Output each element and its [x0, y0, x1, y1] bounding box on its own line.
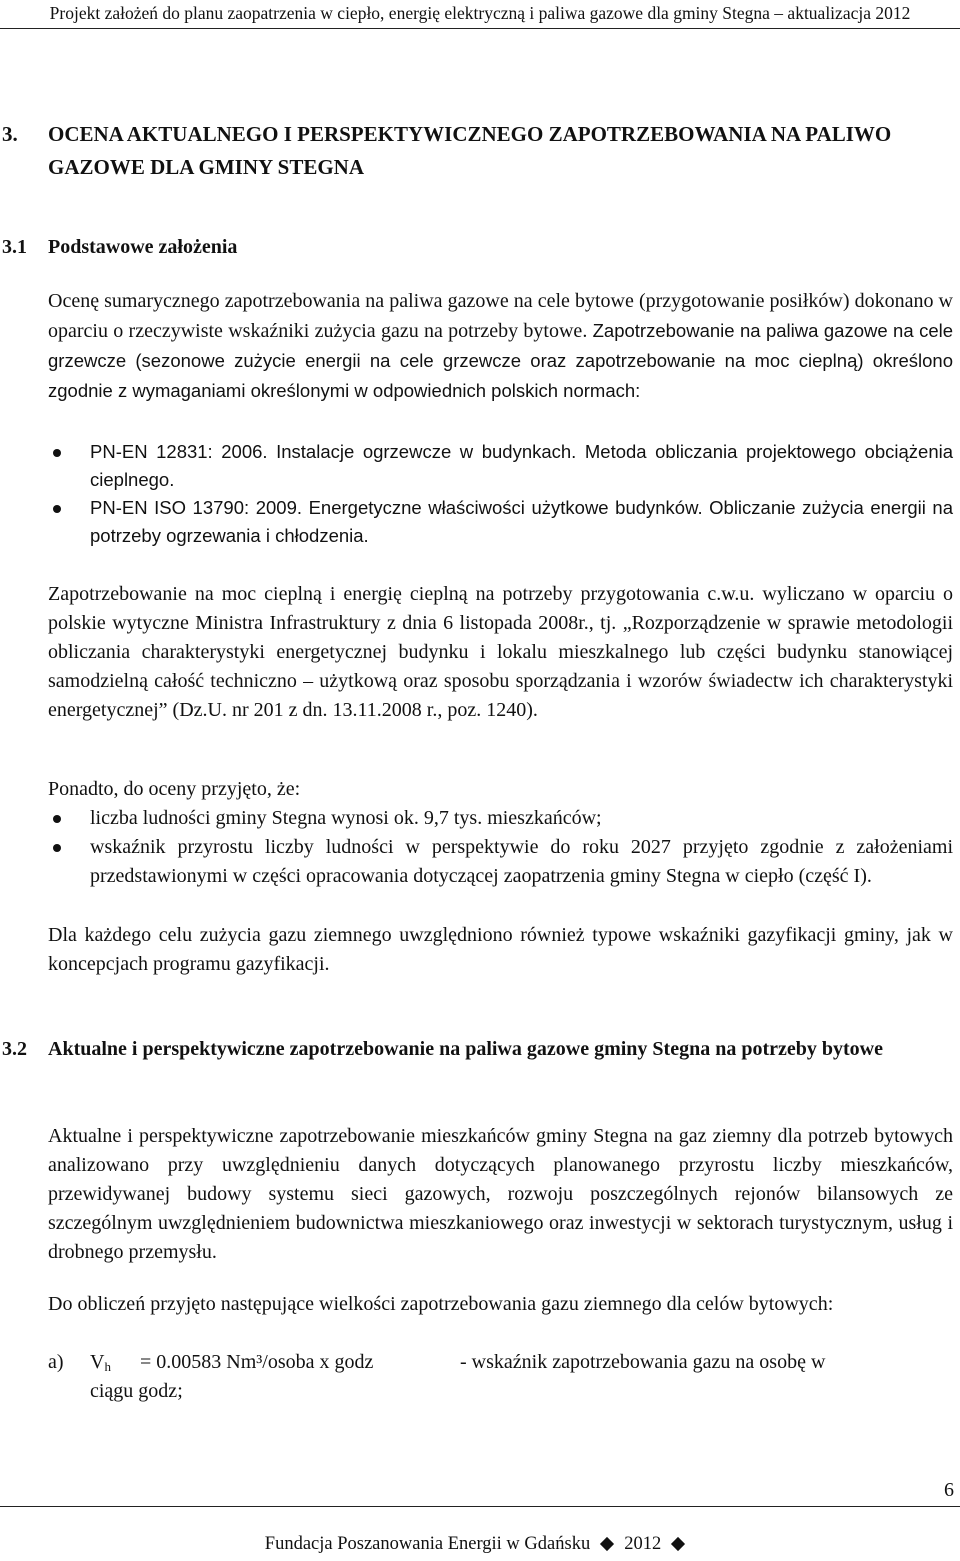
- assumption-text: liczba ludności gminy Stegna wynosi ok. 9,7 tys. mieszkańców;: [90, 807, 602, 829]
- assumptions-list: [48, 804, 953, 891]
- formula-subscript: h: [104, 1359, 111, 1374]
- formula-label: a): [48, 1351, 64, 1373]
- section-3-title: OCENA AKTUALNEGO I PERSPEKTYWICZNEGO ZAPOTRZEBOWANIA NA PALIWO GAZOWE DLA GMINY STEGNA: [48, 122, 892, 179]
- formula-value: = 0.00583 Nm³/osoba x godz: [140, 1351, 374, 1373]
- section-3-1-paragraph-2: Zapotrzebowanie na moc cieplną i energię cieplną na potrzeby przygotowania c.w.u. wyliczano w oparciu o polskie wytyczne Ministra Infrastruktury z dnia 6 listopada 2008r., tj. „Rozporządzenie w sprawie metodologii obliczania charakterystyki energetycznej budynku i lokalu mieszkalnego lub części budynku stanowiącej samodzielną całość techniczno – użytkową oraz sposobu sporządzania i wzorów świadectw ich charakterystyki energetycznej” (Dz.U. nr 201 z dn. 13.11.2008 r., poz. 1240).: [48, 583, 953, 721]
- section-3-2-number: 3.2: [2, 1038, 27, 1060]
- norm-title: Energetyczne właściwości użytkowe budynków. Obliczanie zużycia energii na potrzeby ogrzewania i chłodzenia.: [90, 497, 954, 546]
- diamond-icon: [600, 1537, 614, 1551]
- section-3-1-number: 3.1: [2, 236, 27, 258]
- formula-description-continuation: ciągu godz;: [90, 1380, 183, 1402]
- formula-symbol-letter: V: [90, 1351, 105, 1373]
- bullet-icon: [53, 449, 61, 457]
- footer-organization: Fundacja Poszanowania Energii w Gdańsku: [264, 1534, 591, 1554]
- section-3-1-heading: [2, 232, 953, 262]
- assumption-item: [48, 804, 953, 833]
- bullet-icon: [53, 844, 61, 852]
- footer-year: 2012: [624, 1534, 662, 1554]
- header-divider: [0, 28, 960, 29]
- assumption-item: [48, 833, 953, 891]
- section-3-1-title: Podstawowe założenia: [48, 236, 238, 258]
- norm-code: PN-EN 12831: 2006.: [90, 441, 268, 462]
- norm-code: PN-EN ISO 13790: 2009.: [90, 497, 303, 518]
- running-header: Projekt założeń do planu zaopatrzenia w ciepło, energię elektryczną i paliwa gazowe dla gminy Stegna – aktualizacja 2012: [49, 3, 911, 23]
- bullet-icon: [53, 815, 61, 823]
- diamond-icon: [671, 1537, 685, 1551]
- running-footer: [0, 1534, 960, 1555]
- norm-item: [48, 438, 953, 494]
- footer-divider: [0, 1506, 960, 1507]
- norm-title: Instalacje ogrzewcze w budynkach. Metoda obliczania projektowego obciążenia cieplnego.: [90, 441, 954, 490]
- gas-household-sentence: Ocenę sumarycznego zapotrzebowania na paliwa gazowe na cele bytowe (przygotowanie posiłków) dokonano w oparciu o rzeczywiste wskaźniki zużycia gazu na potrzeby bytowe.: [48, 290, 953, 342]
- assumption-text: wskaźnik przyrostu liczby ludności w perspektywie do roku 2027 przyjęto zgodnie z założeniami przedstawionymi w części opracowania dotyczącej zaopatrzenia gminy Stegna w ciepło (część I).: [90, 836, 953, 887]
- section-3-2-paragraph-2: Do obliczeń przyjęto następujące wielkości zapotrzebowania gazu ziemnego dla celów bytowych:: [48, 1293, 834, 1315]
- gas-heating-sentence: Zapotrzebowanie na paliwa gazowe na cele grzewcze (sezonowe zużycie energii na cele grzewcze oraz zapotrzebowanie na moc cieplną) określono zgodnie z wymaganiami określonymi w odpowiednich polskich normach:: [48, 320, 954, 401]
- norm-item: [48, 494, 953, 550]
- section-3-1-paragraph-3: Ponadto, do oceny przyjęto, że:: [48, 778, 301, 800]
- section-3-1-paragraph-4: Dla każdego celu zużycia gazu ziemnego uwzględniono również typowe wskaźniki gazyfikacji gminy, jak w koncepcjach programu gazyfikacji.: [48, 924, 953, 975]
- norms-list: [48, 438, 953, 550]
- section-3-1-paragraph-1: [48, 287, 953, 406]
- section-3-2-title: Aktualne i perspektywiczne zapotrzebowanie na paliwa gazowe gminy Stegna na potrzeby bytowe: [48, 1038, 883, 1060]
- section-3-number: 3.: [2, 122, 18, 146]
- section-3-2-paragraph-1: Aktualne i perspektywiczne zapotrzebowanie mieszkańców gminy Stegna na gaz ziemny dla potrzeb bytowych analizowano przy uwzględnieniu danych dotyczących planowanego przyrostu liczby mieszkańców, przewidywanej budowy systemu sieci gazowych, rozwoju poszczególnych rejonów bilansowych ze szczególnym uwzględnieniem budownictwa mieszkaniowego oraz inwestycji w sektorach turystycznym, usług i drobnego przemysłu.: [48, 1125, 953, 1263]
- section-3-heading: [2, 118, 938, 184]
- bullet-icon: [53, 505, 61, 513]
- formula-description: - wskaźnik zapotrzebowania gazu na osobę w: [460, 1351, 826, 1373]
- page-number: 6: [944, 1479, 954, 1501]
- section-3-2-heading: [2, 1034, 953, 1064]
